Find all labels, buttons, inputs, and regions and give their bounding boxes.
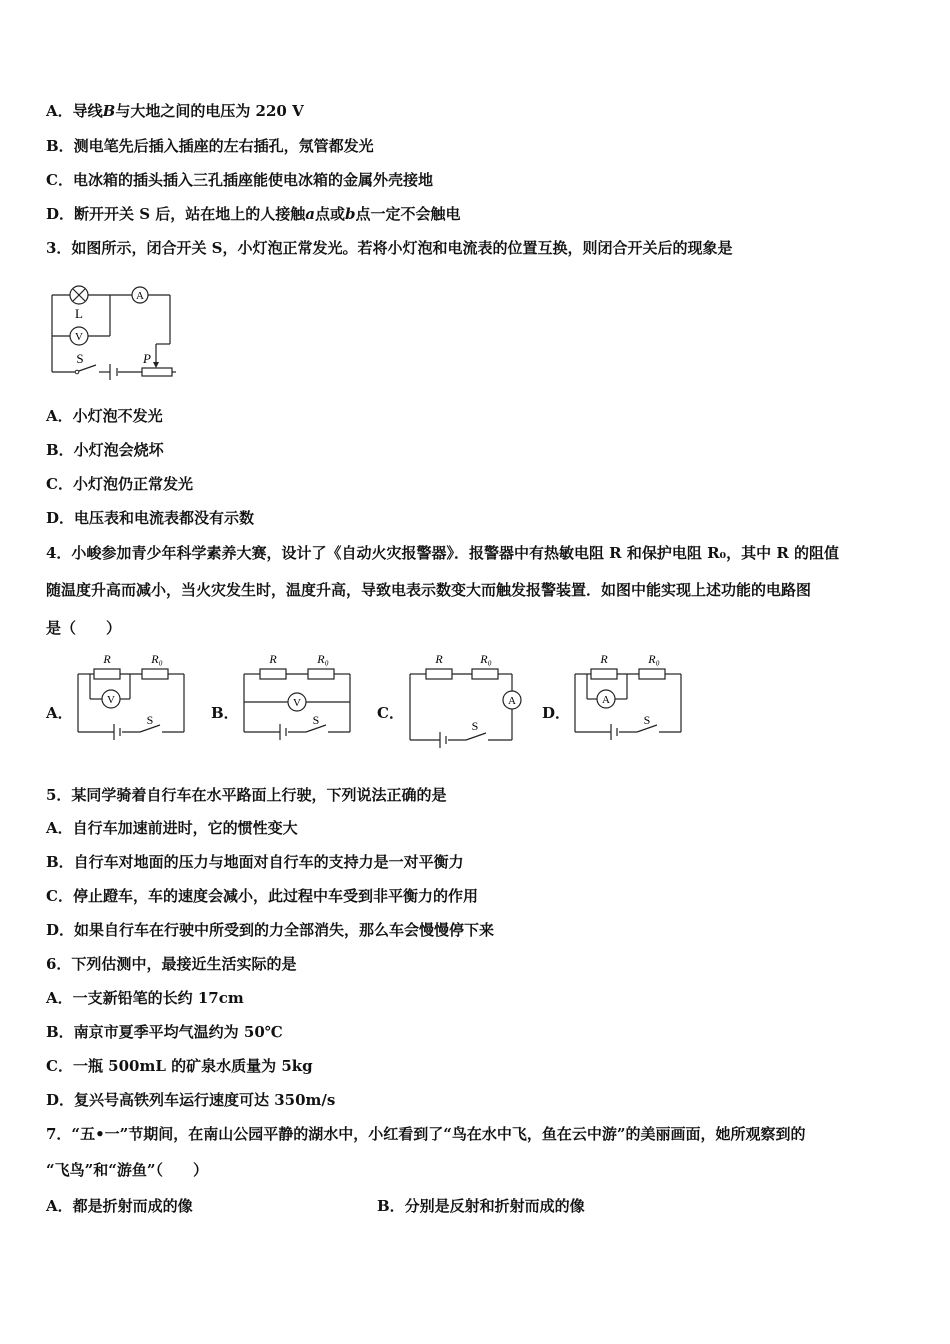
q3-stem: 3．如图所示，闭合开关 S，小灯泡正常发光。若将小灯泡和电流表的位置互换，则闭合开关后的现象是 bbox=[46, 239, 733, 257]
r-label: R bbox=[600, 652, 608, 666]
switch-label: S bbox=[76, 351, 84, 366]
q7-stem-line-1: 7．“五•一”节期间，在南山公园平静的湖水中，小红看到了“鸟在水中飞，鱼在云中游”的美丽画面，她所观察到的 bbox=[46, 1125, 806, 1143]
q5-option-d: D．如果自行车在行驶中所受到的力全部消失，那么车会慢慢停下来 bbox=[46, 921, 495, 939]
switch-label: S bbox=[471, 719, 479, 733]
q7-stem-line-2: “飞鸟”和“游鱼”（ ） bbox=[46, 1161, 209, 1179]
q4-stem-line-1: 4．小峻参加青少年科学素养大赛，设计了《自动火灾报警器》．报警器中有热敏电阻 R 和保护电阻 R₀，其中 R 的阻值 bbox=[46, 544, 840, 562]
lamp-label: L bbox=[75, 306, 83, 321]
r0-label: R₀ bbox=[317, 652, 329, 666]
q3-option-c: C．小灯泡仍正常发光 bbox=[46, 475, 193, 493]
q3-option-b: B．小灯泡会烧坏 bbox=[46, 441, 164, 459]
voltmeter-label: V bbox=[293, 697, 301, 709]
q5-option-b: B．自行车对地面的压力与地面对自行车的支持力是一对平衡力 bbox=[46, 853, 464, 871]
ammeter-label: A bbox=[508, 695, 516, 707]
q6-option-b: B．南京市夏季平均气温约为 50℃ bbox=[46, 1023, 283, 1041]
q6-option-c: C．一瓶 500mL 的矿泉水质量为 5kg bbox=[46, 1057, 313, 1075]
q4-stem-line-3: 是（ ） bbox=[46, 619, 122, 637]
r-label: R bbox=[435, 652, 443, 666]
q5-option-a: A．自行车加速前进时，它的惯性变大 bbox=[46, 819, 298, 837]
q6-option-d: D．复兴号高铁列车运行速度可达 350m/s bbox=[46, 1091, 336, 1109]
q2-option-a: A．导线B与大地之间的电压为 220 V bbox=[46, 102, 304, 120]
ammeter-label: A bbox=[602, 694, 610, 706]
r-label: R bbox=[103, 652, 111, 666]
q4-circuit-d bbox=[569, 648, 687, 748]
voltmeter-label: V bbox=[75, 331, 83, 343]
q3-option-a: A．小灯泡不发光 bbox=[46, 407, 163, 425]
switch-label: S bbox=[312, 713, 320, 727]
lamp-icon bbox=[70, 286, 88, 304]
voltmeter-label: V bbox=[107, 694, 115, 706]
q4-stem-line-2: 随温度升高而减小，当火灾发生时，温度升高，导致电表示数变大而触发报警装置．如图中能实现上述功能的电路图 bbox=[46, 581, 812, 599]
switch-contact bbox=[75, 370, 79, 374]
q4-option-b-label: B． bbox=[211, 704, 239, 722]
ammeter-label: A bbox=[136, 290, 144, 302]
q7-option-b: B．分别是反射和折射而成的像 bbox=[377, 1197, 585, 1215]
q5-option-c: C．停止蹬车，车的速度会减小，此过程中车受到非平衡力的作用 bbox=[46, 887, 478, 905]
q4-circuit-b bbox=[238, 648, 356, 748]
r0-label: R₀ bbox=[480, 652, 492, 666]
q5-stem: 5．某同学骑着自行车在水平路面上行驶，下列说法正确的是 bbox=[46, 786, 447, 804]
switch-label: S bbox=[643, 713, 651, 727]
q4-circuit-a bbox=[72, 648, 190, 748]
q7-option-a: A．都是折射而成的像 bbox=[46, 1197, 193, 1215]
r0-label: R₀ bbox=[648, 652, 660, 666]
r-label: R bbox=[269, 652, 277, 666]
switch-label: S bbox=[146, 713, 154, 727]
r0-label: R₀ bbox=[151, 652, 163, 666]
slider-arrow bbox=[153, 362, 159, 368]
q2-option-d: D．断开开关 S 后，站在地上的人接触a点或b点一定不会触电 bbox=[46, 205, 461, 223]
q2-option-b: B．测电笔先后插入插座的左右插孔，氖管都发光 bbox=[46, 137, 374, 155]
q6-option-a: A．一支新铅笔的长约 17cm bbox=[46, 989, 244, 1007]
q4-option-d-label: D． bbox=[542, 704, 571, 722]
q2-option-c: C．电冰箱的插头插入三孔插座能使电冰箱的金属外壳接地 bbox=[46, 171, 433, 189]
q4-circuit-c bbox=[404, 648, 528, 748]
q3-circuit-diagram bbox=[44, 280, 179, 380]
q4-option-a-label: A． bbox=[46, 704, 73, 722]
q6-stem: 6．下列估测中，最接近生活实际的是 bbox=[46, 955, 297, 973]
q3-option-d: D．电压表和电流表都没有示数 bbox=[46, 509, 255, 527]
slider-label: P bbox=[143, 351, 151, 366]
q4-option-c-label: C． bbox=[377, 704, 404, 722]
